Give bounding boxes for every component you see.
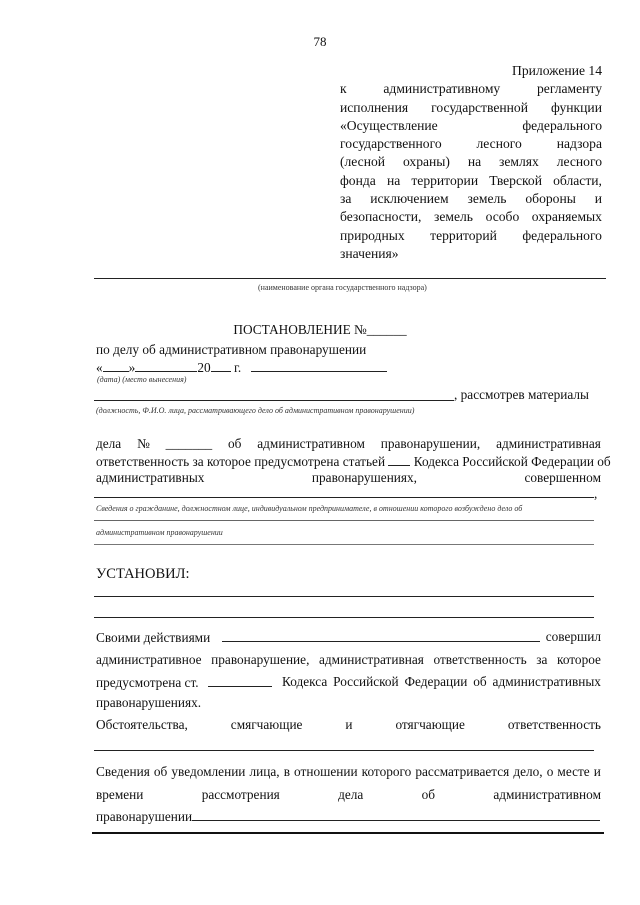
case-para-line3: административных правонарушениях, совершенном bbox=[96, 470, 601, 485]
date-line bbox=[96, 359, 387, 376]
notice-blank[interactable] bbox=[192, 808, 600, 821]
appendix-line: государственного лесного надзора bbox=[340, 136, 602, 152]
year-suffix: г. bbox=[233, 360, 242, 375]
authority-caption: (наименование органа государственного надзора) bbox=[258, 283, 427, 292]
appendix-line: за исключением земель обороны и bbox=[340, 191, 602, 207]
date-close-quote: » bbox=[128, 360, 136, 375]
appendix-last-line: значения» bbox=[340, 245, 399, 261]
month-blank[interactable] bbox=[135, 359, 197, 372]
actions-line4: правонарушениях. bbox=[96, 695, 202, 710]
actions-line3: предусмотрена ст. Кодекса Российской Федерации об административных bbox=[96, 674, 601, 690]
date-caption: (дата) (место вынесения) bbox=[97, 375, 187, 384]
violator-caption-1: Сведения о гражданине, должностном лице, индивидуальном предпринимателе, в отношении которого возбуждено дело об bbox=[96, 504, 523, 513]
violator-line-3[interactable] bbox=[94, 544, 594, 545]
circumstances-line[interactable] bbox=[94, 750, 594, 751]
violator-line[interactable] bbox=[94, 497, 594, 498]
appendix-line: «Осуществление федерального bbox=[340, 117, 602, 133]
place-blank[interactable] bbox=[251, 359, 387, 372]
established-line-1[interactable] bbox=[94, 596, 594, 597]
appendix-title: Приложение 14 bbox=[512, 63, 602, 78]
appendix-line: исполнения государственной функции bbox=[340, 99, 602, 115]
official-line[interactable] bbox=[94, 400, 454, 401]
appendix-line: к административному регламенту bbox=[340, 81, 602, 97]
appendix-line: фонда на территории Тверской области, bbox=[340, 172, 602, 188]
authority-line[interactable] bbox=[94, 278, 606, 279]
case-line: по делу об административном правонарушении bbox=[96, 342, 367, 357]
actions-line1: Своими действиями совершил bbox=[96, 629, 601, 645]
article-blank[interactable] bbox=[388, 453, 410, 466]
violator-comma: , bbox=[594, 486, 598, 501]
appendix-line: безопасности, земель особо охраняемых bbox=[340, 209, 602, 225]
violator-line-2[interactable] bbox=[94, 520, 594, 521]
appendix-line: (лесной охраны) на землях лесного bbox=[340, 154, 602, 170]
day-blank[interactable] bbox=[103, 359, 129, 372]
appendix-body bbox=[340, 80, 602, 245]
year-blank[interactable] bbox=[211, 359, 231, 372]
actions-line5: Обстоятельства, смягчающие и отягчающие ответственность bbox=[96, 717, 601, 732]
appendix-header bbox=[340, 62, 602, 263]
reviewed-text: , рассмотрев материалы bbox=[454, 387, 589, 402]
notice-line3: правонарушении bbox=[96, 808, 601, 825]
case-para-line1: дела № _______ об административном правонарушении, административная bbox=[96, 436, 601, 451]
established-line-2[interactable] bbox=[94, 617, 594, 618]
actions-blank[interactable] bbox=[222, 629, 540, 642]
established-title: УСТАНОВИЛ: bbox=[96, 566, 190, 582]
case-para-line2: ответственность за которое предусмотрена статьей Кодекса Российской Федерации об bbox=[96, 454, 611, 469]
appendix-line: природных территорий федерального bbox=[340, 227, 602, 243]
violator-caption-2: административном правонарушении bbox=[96, 528, 223, 537]
page-number: 78 bbox=[313, 34, 327, 49]
resolution-title: ПОСТАНОВЛЕНИЕ №______ bbox=[233, 322, 407, 337]
article-blank-2[interactable] bbox=[208, 674, 272, 687]
official-caption: (должность, Ф.И.О. лица, рассматривающего дело об административном правонарушении) bbox=[96, 406, 415, 415]
year-prefix: 20 bbox=[197, 360, 211, 375]
notice-line2: времени рассмотрения дела об административном bbox=[96, 787, 601, 802]
date-open-quote: « bbox=[96, 360, 103, 375]
notice-line1: Сведения об уведомлении лица, в отношении которого рассматривается дело, о месте и bbox=[96, 764, 601, 779]
actions-line2: административное правонарушение, административная ответственность за которое bbox=[96, 652, 601, 667]
bottom-rule bbox=[92, 832, 604, 834]
